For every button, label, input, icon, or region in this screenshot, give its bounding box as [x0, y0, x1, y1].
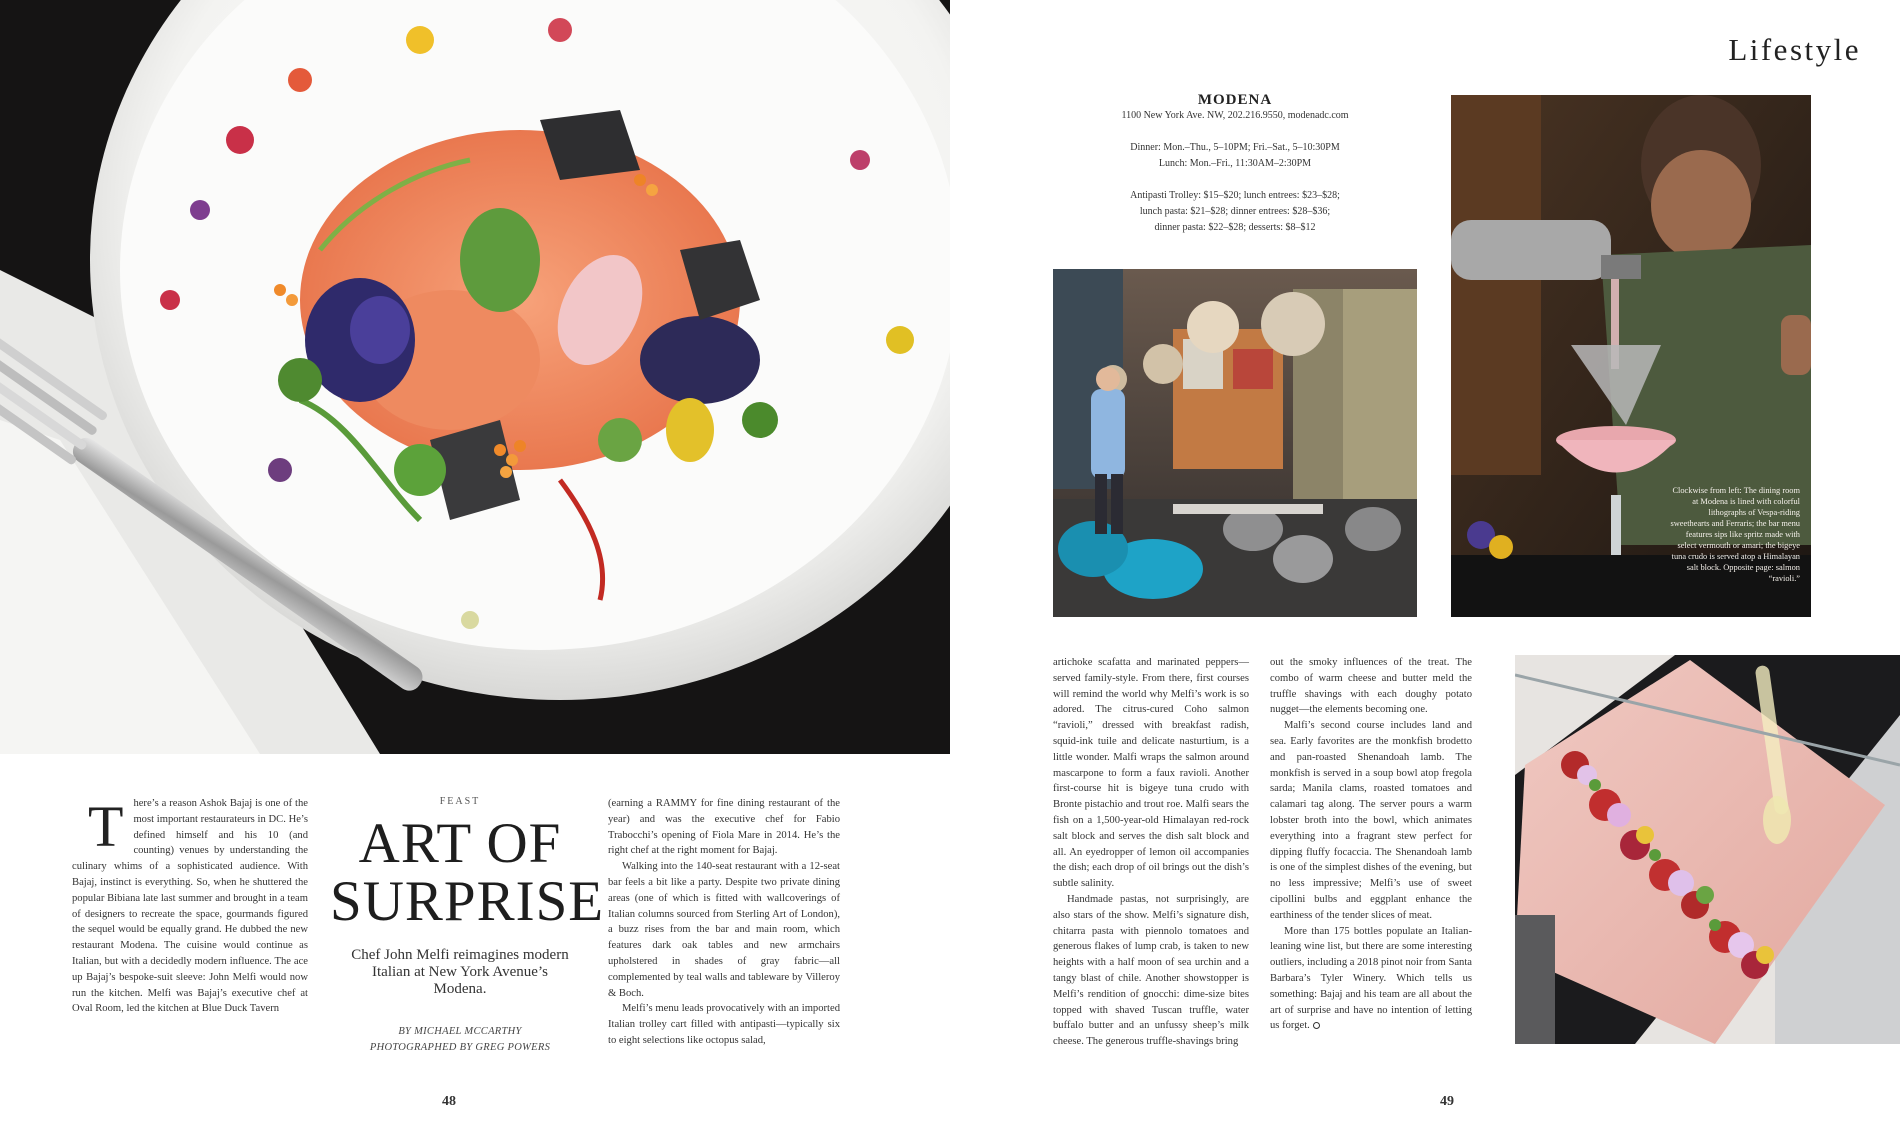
right-page	[950, 0, 1900, 1140]
photo-credit: PHOTOGRAPHED BY GREG POWERS	[369, 1042, 551, 1053]
restaurant-address: 1100 New York Ave. NW, 202.216.9550, modenadc.com	[1121, 110, 1349, 121]
body-paragraph: out the smoky influences of the treat. The combo of warm cheese and butter meld the truffle shavings with each doughy potato nugget—the elements becoming one.	[1270, 657, 1472, 716]
headline-block	[330, 796, 605, 1056]
article-dek: Chef John Melfi reimagines modern Italian at New York Avenue’s Modena.	[351, 947, 569, 997]
photo-caption: Clockwise from left: The dining room at Modena is lined with colorful lithographs of Vespa-riding sweethearts and Ferraris; the bar menu features sips like spritz made with select vermouth or amari; the bigeye tuna crudo is served atop a Himalayan salt block. Opposite page: salmon “ravioli.”	[1670, 486, 1800, 583]
body-column-2	[608, 796, 840, 1049]
body-paragraph: artichoke scafatta and marinated peppers—served family-style. From there, first courses will remind the world why Melfi’s work is so adored. The citrus-cured Coho salmon “ravioli,” dressed with breakfast radish, squid-ink tuile and delicate nasturtium, is a little wonder. Malfi wraps the salmon around mascarpone to form a faux ravioli. Another first-course hit is bigeye tuna crudo with Bronte pistachio and trout roe. Malfi sears the fish on a 1,500-year-old Himalayan red-rock salt block and serves the dish salt block and all. An eyedropper of lemon oil accompanies the dish; each drop of oil brings out the dish’s subtle salinity.	[1053, 657, 1249, 890]
lunch-hours: Lunch: Mon.–Fri., 11:30AM–2:30PM	[1158, 158, 1312, 169]
dinner-hours: Dinner: Mon.–Thu., 5–10PM; Fri.–Sat., 5–10:30PM	[1130, 142, 1340, 153]
section-kicker: FEAST	[439, 796, 481, 807]
section-label: Lifestyle	[1728, 32, 1861, 67]
price-line: dinner pasta: $22–$28; desserts: $8–$12	[1154, 222, 1316, 233]
body-paragraph: (earning a RAMMY for fine dining restaurant of the year) and was the executive chef for Fabio Trabocchi’s opening of Fiola Mare in 2014. He’s the right chef at the right moment for Bajaj.	[608, 798, 840, 857]
body-paragraph: Melfi’s menu leads provocatively with an imported Italian trolley cart filled with antipasti—typically six to eight selections like octopus salad,	[608, 1003, 840, 1046]
price-line: Antipasti Trolley: $15–$20; lunch entrees: $23–$28;	[1130, 190, 1340, 201]
tuna-crudo-photo	[1515, 655, 1900, 1044]
restaurant-name: MODENA	[1197, 92, 1273, 108]
dining-room-photo	[1053, 269, 1417, 617]
body-paragraph	[1270, 924, 1472, 1035]
price-line: lunch pasta: $21–$28; dinner entrees: $28–$36;	[1139, 206, 1331, 217]
closing-paragraph-text: More than 175 bottles populate an Italian-leaning wine list, but there are some interesting outliers, including a 2018 pinot noir from Santa Barbara’s Tyler Winery. Which tells us something: Bajaj and his team are all about the art of surprise and have no intention of letting us forget.	[1270, 925, 1472, 1032]
salmon-ravioli-photo	[0, 0, 950, 754]
page-number-right: 49	[1440, 1094, 1454, 1109]
byline: BY MICHAEL MCCARTHY	[398, 1026, 522, 1037]
restaurant-info-box	[1050, 92, 1420, 236]
body-paragraph: Handmade pastas, not surprisingly, are also stars of the show. Melfi’s signature dish, chitarra pasta with piennolo tomatoes and generous flakes of lump crab, is taken to new heights with a half moon of sea urchin and a tangy blast of chile. Another showstopper is Melfi’s rendition of gnocchi: dime-size bites topped with shaved Tuscan truffle, water buffalo butter and an unfussy sheep’s milk cheese. The generous truffle-shavings bring	[1053, 893, 1249, 1048]
body-column-3	[1053, 655, 1249, 1050]
body-paragraph: Malfi’s second course includes land and sea. Early favorites are the monkfish brodetto and pan-roasted Shenandoah lamb. The monkfish is served in a soup bowl atop fregola sarda; Manila clams, roasted tomatoes and calamari tag along. The server pours a warm lobster broth into the bowl, which animates everything into a fragrant stew perfect for dipping fluffy focaccia. The Shenandoah lamb is one of the simplest dishes of the evening, but no less impressive; Melfi’s use of sweet cipollini bulbs and eggplant enhance the earthiness of the tender slices of meat.	[1270, 720, 1472, 921]
body-column-4	[1270, 655, 1472, 1034]
end-mark-icon	[1313, 1022, 1320, 1029]
drop-cap: T	[88, 794, 124, 859]
intro-paragraph: here’s a reason Ashok Bajaj is one of the most important restaurateurs in DC. He’s defined himself and his 10 (and counting) venues by understanding the culinary whims of a sophisticated audience. With Bajaj, instinct is everything. So, when he shuttered the popular Bibiana late last summer and brought in a team of designers to recreate the space, gourmands figured the sequel would be equally grand. He dubbed the new restaurant Modena. The cuisine would continue as Italian, but with a decidedly modern influence. The ace up Bajaj’s bespoke-suit sleeve: John Melfi would now run the kitchen. Melfi was Bajaj’s executive chef at Oval Room, led the kitchen at Blue Duck Tavern	[72, 798, 308, 1015]
body-paragraph: Walking into the 140-seat restaurant with a 12-seat bar feels a bit like a party. Despite two private dining areas (one of which is fitted with wallcoverings of Italian columns sourced from Sterling Art of London), a buzz rises from the bar and main room, which features dark oak tables and new armchairs upholstered in shades of gray fabric—all complemented by teal walls and tableware by Villeroy & Boch.	[608, 861, 840, 999]
article-headline: ART OF SURPRISE	[330, 812, 605, 933]
intro-column	[72, 796, 308, 1017]
page-number-left: 48	[442, 1094, 456, 1109]
